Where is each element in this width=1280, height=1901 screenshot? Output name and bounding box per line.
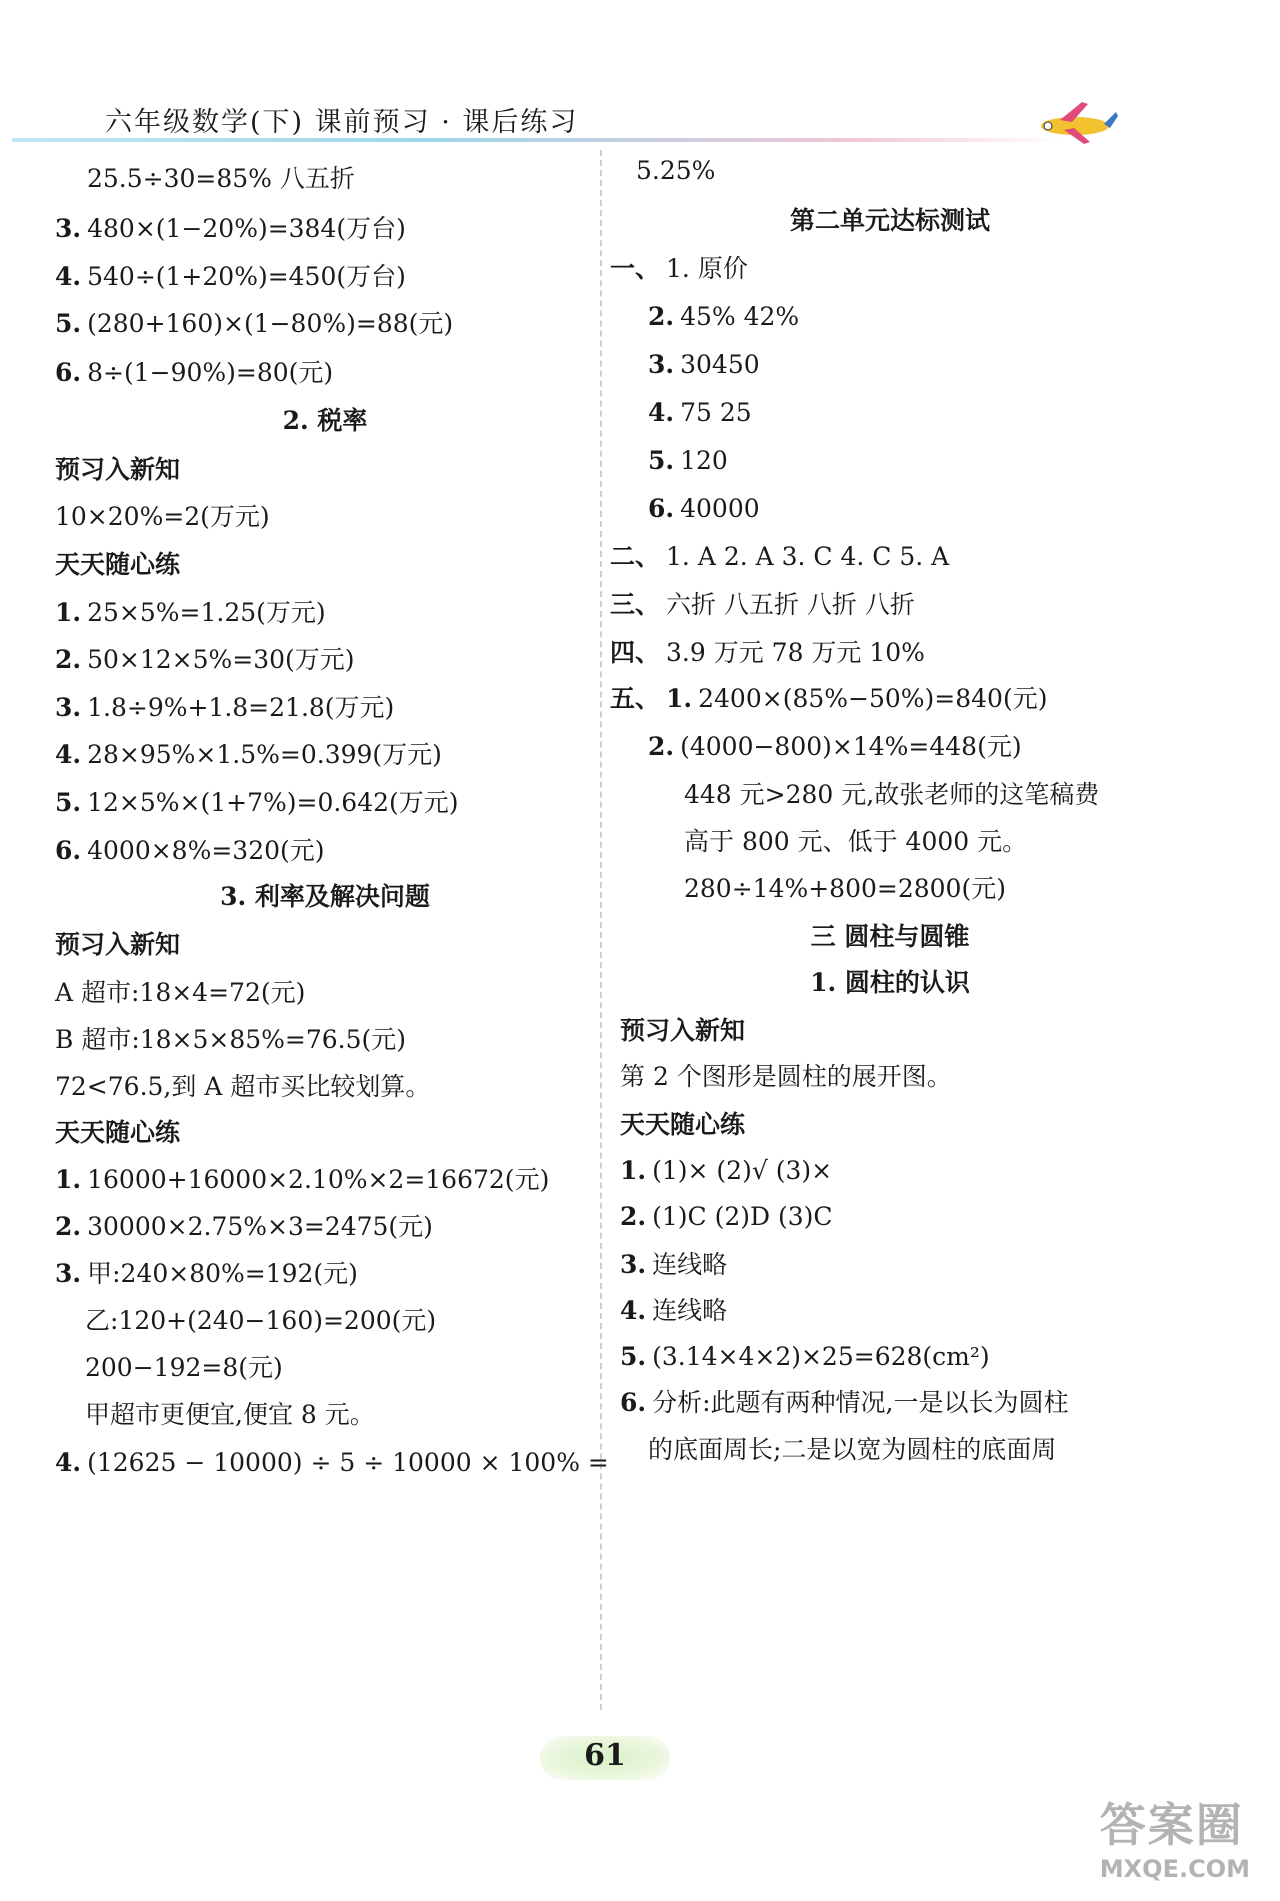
- subsection-heading: 预习入新知: [55, 930, 181, 959]
- answer-item: 4. 连线略: [620, 1296, 728, 1325]
- answer-line: 乙:120+(240−160)=200(元): [85, 1306, 437, 1335]
- answer-item: 5. (3.14×4×2)×25=628(cm²): [620, 1342, 990, 1371]
- answer-item: 2. 50×12×5%=30(万元): [55, 645, 355, 674]
- answer-item: 五、 1. 2400×(85%−50%)=840(元): [610, 684, 1048, 713]
- answer-item: 一、 1. 原价: [610, 254, 748, 283]
- answer-item: 1. (1)× (2)√ (3)×: [620, 1156, 833, 1185]
- answer-item: 1. 16000+16000×2.10%×2=16672(元): [55, 1165, 550, 1194]
- answer-line: 72<76.5,到 A 超市买比较划算。: [55, 1072, 431, 1101]
- subsection-heading: 预习入新知: [55, 455, 181, 484]
- airplane-icon: [1030, 98, 1120, 148]
- answer-item: 四、 3.9 万元 78 万元 10%: [610, 638, 925, 667]
- page-header: 六年级数学(下) 课前预习 · 课后练习: [105, 107, 579, 138]
- subsection-heading: 预习入新知: [620, 1016, 746, 1045]
- answer-item: 6. 4000×8%=320(元): [55, 836, 325, 865]
- answer-line: 高于 800 元、低于 4000 元。: [684, 827, 1028, 856]
- subsection-heading: 天天随心练: [55, 1118, 181, 1147]
- answer-item: 2. (1)C (2)D (3)C: [620, 1202, 833, 1231]
- answer-item: 6. 8÷(1−90%)=80(元): [55, 358, 334, 387]
- answer-item: 5. 120: [648, 446, 728, 475]
- answer-item: 4. 28×95%×1.5%=0.399(万元): [55, 740, 442, 769]
- answer-item: 4. 75 25: [648, 398, 752, 427]
- watermark-logo-text: 答案圈: [1099, 1798, 1244, 1852]
- answer-line: 25.5÷30=85% 八五折: [87, 164, 355, 193]
- answer-line: 的底面周长;二是以宽为圆柱的底面周: [648, 1435, 1057, 1464]
- answer-line: 280÷14%+800=2800(元): [684, 874, 1006, 903]
- page-number-badge: [540, 1736, 670, 1780]
- answer-item: 二、 1. A 2. A 3. C 4. C 5. A: [610, 542, 950, 571]
- answer-item: 4. (12625 − 10000) ÷ 5 ÷ 10000 × 100% =: [55, 1448, 609, 1477]
- answer-line: 448 元>280 元,故张老师的这笔稿费: [684, 780, 1100, 809]
- unit-title: 三 圆柱与圆锥: [810, 922, 970, 951]
- subsection-heading: 天天随心练: [55, 550, 181, 579]
- answer-line: 5.25%: [636, 156, 716, 185]
- answer-item: 2. (4000−800)×14%=448(元): [648, 732, 1022, 761]
- answer-line: 甲超市更便宜,便宜 8 元。: [85, 1400, 375, 1429]
- answer-line: 10×20%=2(万元): [55, 502, 270, 531]
- answer-line: 第 2 个图形是圆柱的展开图。: [620, 1062, 952, 1091]
- answer-item: 3. 1.8÷9%+1.8=21.8(万元): [55, 693, 395, 722]
- answer-item: 6. 分析:此题有两种情况,一是以长为圆柱: [620, 1388, 1069, 1417]
- answer-item: 5. (280+160)×(1−80%)=88(元): [55, 309, 454, 338]
- answer-item: 2. 45% 42%: [648, 302, 800, 331]
- answer-item: 三、 六折 八五折 八折 八折: [610, 590, 915, 619]
- subsection-heading: 天天随心练: [620, 1110, 746, 1139]
- answer-line: A 超市:18×4=72(元): [55, 978, 306, 1007]
- answer-item: 3. 甲:240×80%=192(元): [55, 1259, 358, 1288]
- answer-item: 3. 30450: [648, 350, 760, 379]
- answer-item: 4. 540÷(1+20%)=450(万台): [55, 262, 406, 291]
- answer-item: 2. 30000×2.75%×3=2475(元): [55, 1212, 433, 1241]
- page-number: 61: [584, 1738, 626, 1773]
- answer-item: 6. 40000: [648, 494, 760, 523]
- answer-line: 200−192=8(元): [85, 1353, 283, 1382]
- answer-item: 3. 480×(1−20%)=384(万台): [55, 214, 406, 243]
- header-divider: [12, 138, 1062, 142]
- answer-item: 5. 12×5%×(1+7%)=0.642(万元): [55, 788, 459, 817]
- answer-item: 3. 连线略: [620, 1250, 728, 1279]
- section-title: 2. 税率: [282, 406, 368, 435]
- watermark-url: MXQE.COM: [1099, 1855, 1250, 1883]
- answer-line: B 超市:18×5×85%=76.5(元): [55, 1025, 407, 1054]
- site-watermark: [1100, 1789, 1250, 1883]
- section-title: 第二单元达标测试: [789, 206, 990, 235]
- section-title: 1. 圆柱的认识: [810, 968, 970, 997]
- answer-item: 1. 25×5%=1.25(万元): [55, 598, 326, 627]
- section-title: 3. 利率及解决问题: [220, 882, 430, 911]
